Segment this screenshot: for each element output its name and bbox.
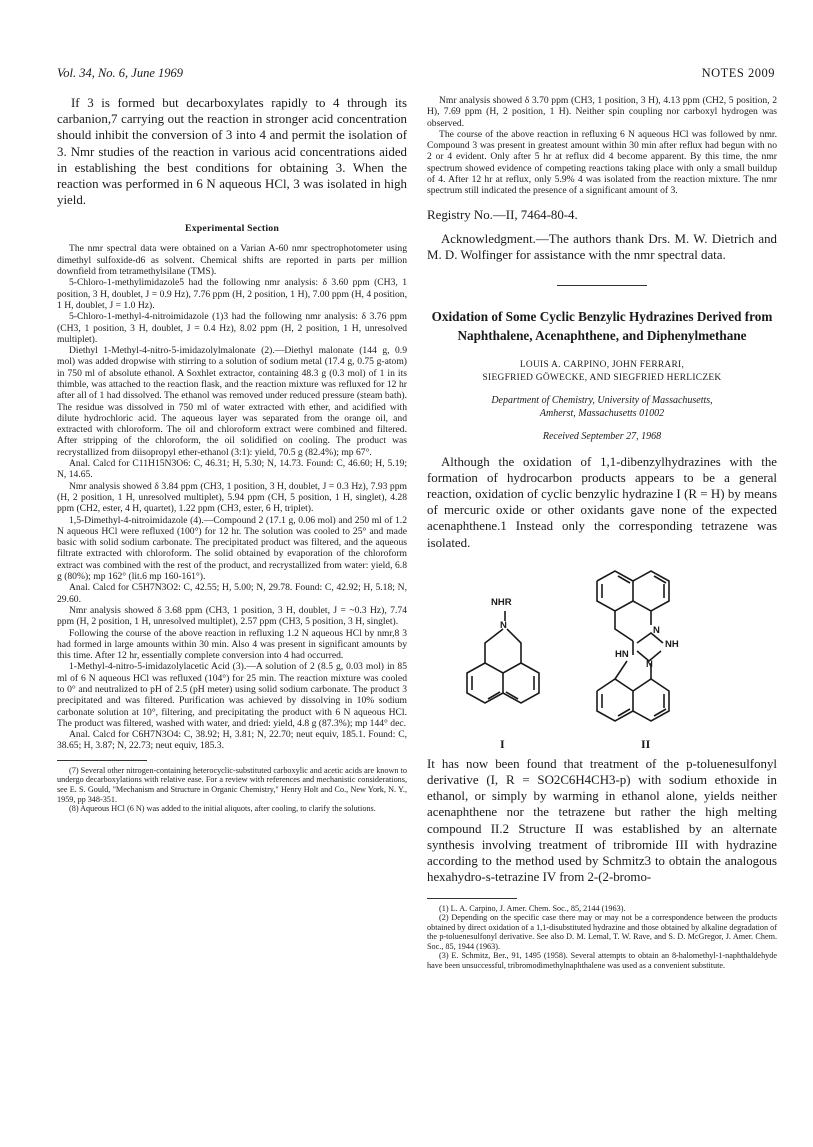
article-intro (427, 454, 777, 551)
intro-paragraph: If 3 is formed but decarboxylates rapidly to 4 through its carbanion,7 carrying out the reaction in stronger acid concentration should inhibit the conversion of 3 into 4 and permit the isolation of 3. Nmr studies of the reaction in various acid concentrations aided in establishing the best conditions for obtaining 3. When the reaction was performed in 6 N aqueous HCl, 3 was isolated in high yield. (57, 96, 407, 208)
exp-paragraph: Following the course of the above reaction in refluxing 1.2 N aqueous HCl by nmr,8 3 had formed in large amounts within 30 min. Also 4 was present in significant amounts by this time. After 12 hr, essentially complete conversion into 4 had occurred. (57, 627, 407, 662)
registry-number: Registry No.—II, 7464-80-4. (427, 207, 578, 222)
footnote-rule (427, 898, 517, 899)
experimental-body (57, 243, 407, 751)
left-column (57, 95, 407, 814)
footnote: (2) Depending on the specific case there may or may not be a correspondence between the products obtained by direct oxidation of a 1,1-disubstituted hydrazine and those obtained by alkaline degradation of the p-toluenesulfonyl derivative. See also D. M. Lemal, T. W. Rave, and S. D. McGregor, J. Amer. Chem. Soc., 85, 1944 (1963). (427, 913, 777, 951)
chemical-structures (427, 551, 777, 756)
exp-paragraph: Anal. Calcd for C11H15N3O6: C, 46.31; H, 5.30; N, 14.73. Found: C, 46.60; H, 5.19; N, 14.65. (57, 458, 407, 481)
compound-label-i: I (500, 736, 505, 751)
registry-block (427, 207, 777, 264)
exp-paragraph: 1-Methyl-4-nitro-5-imidazolylacetic Acid (3).—A solution of 2 (8.5 g, 0.03 mol) in 85 ml of 6 N aqueous HCl was refluxed (104°) for 25 min. The reaction mixture was cooled to 0° and neutralized to pH of 2.5 (pH meter) using solid sodium carbonate. The product 3 precipitated and was filtered. Purification was achieved by dissolving in 10% sodium carbonate solution at 10°, filtering, and precipitating the product with 6 N aqueous HCl. The product was filtered, washed with water, and dried: yield, 4.8 g (87.3%); mp 144° dec. (57, 661, 407, 729)
exp-paragraph: Nmr analysis showed δ 3.70 ppm (CH3, 1 position, 3 H), 4.13 ppm (CH2, 5 position, 2 H), 7.69 ppm (H, 2 position, 1 H). Neither spin coupling nor carboxyl hydrogen was observed. (427, 95, 777, 129)
footnote: (8) Aqueous HCl (6 N) was added to the initial aliquots, after cooling, to clarify the solutions. (69, 804, 376, 814)
running-header-volume: Vol. 34, No. 6, June 1969 (57, 66, 184, 80)
exp-paragraph: Diethyl 1-Methyl-4-nitro-5-imidazolylmalonate (2).—Diethyl malonate (144 g, 0.9 mol) was added dropwise with stirring to a solution of sodium metal (17.4 g, 0.75 g-atom) in 750 ml of absolute ethanol. A Soxhlet extractor, containing 48.3 g (0.3 mol) of 1 in its thimble, was attached to the reaction flask, and the reaction mixture was refluxed for 12 hr after all of 1 had dissolved. The ethanol was removed under reduced pressure (steam bath). The residue was dissolved in 750 ml of water extracted with ether, and acidified with dilute hydrochloric acid. The aqueous layer was separated from the orange oil, and extracted with chloroform. The oil and chloroform extract were combined and filtered. After stripping of the chloroform, the oil solidified on cooling. The product was recrystallized from diisopropyl ether-ethanol (3:1): yield, 70.5 g (82.4%); mp 67°. (57, 345, 407, 458)
continued-experimental (427, 95, 777, 197)
right-column (427, 95, 777, 971)
acknowledgment: Acknowledgment.—The authors thank Drs. M. W. Dietrich and M. D. Wolfinger for assistance with the nmr spectral data. (427, 231, 777, 263)
body-paragraph: Although the oxidation of 1,1-dibenzylhydrazines with the formation of hydrocarbon products appears to be a general reaction, oxidation of cyclic benzylic hydrazine I (R = H) by means of mercuric oxide or other oxidants gave none of the expected acenaphthene.1 Instead only the corresponding tetrazene was isolated. (427, 454, 777, 550)
exp-paragraph: Anal. Calcd for C5H7N3O2: C, 42.55; H, 5.00; N, 29.78. Found: C, 42.92; H, 5.18; N, 29.60. (57, 582, 407, 605)
received-date: Received September 27, 1968 (542, 430, 662, 442)
article-separator-rule (557, 285, 647, 286)
exp-paragraph: The nmr spectral data were obtained on a Varian A-60 nmr spectrophotometer using dimethyl sulfoxide-d6 as solvent. Chemical shifts are reported in parts per million downfield from tetramethylsilane (TMS). (57, 243, 407, 278)
structure-label-n: N (500, 619, 507, 631)
structure-label-nhr: NHR (491, 596, 512, 608)
footnote: (7) Several other nitrogen-containing heterocyclic-substituted carboxylic and acetic acids are known to undergo decarboxylations with relative ease. For a review with references and mechanistic considerations, see E. S. Gould, "Mechanism and Structure in Organic Chemistry," Henry Holt and Co., New York, N. Y., 1959, pp 348-351. (57, 765, 407, 804)
compound-label-ii: II (641, 736, 651, 751)
exp-paragraph: Anal. Calcd for C6H7N3O4: C, 38.92; H, 3.81; N, 22.70; neut equiv, 185.1. Found: C, 38.65; H, 3.87; N, 22.73; neut equiv, 185.3. (57, 729, 407, 752)
structure-label-nh: NH (665, 638, 679, 650)
affiliation (427, 395, 777, 420)
affiliation-line: Amherst, Massachusetts 01002 (539, 408, 665, 420)
footnote: (1) L. A. Carpino, J. Amer. Chem. Soc., 85, 2144 (1963). (439, 903, 626, 913)
author-line: LOUIS A. CARPINO, JOHN FERRARI, (519, 360, 685, 371)
running-header-page: NOTES 2009 (701, 66, 775, 80)
exp-paragraph: 5-Chloro-1-methyl-4-nitroimidazole (1)3 had the following nmr analysis: δ 3.76 ppm (CH3, 1 position, 3 H, doublet, J = 0.4 Hz), 8.02 ppm (H, 2 position, 1 H, unresolved multiplet). (57, 311, 407, 345)
footnote: (3) E. Schmitz, Ber., 91, 1495 (1958). Several attempts to obtain an 8-halomethyl-1-naphthaldehyde have been unsuccessful, tribromodimethylnaphthalene was used as a convenient substitute. (427, 951, 777, 971)
article-title: Oxidation of Some Cyclic Benzylic Hydrazines Derived from Naphthalene, Acenaphthene, and Diphenylmethane (431, 309, 773, 343)
intro-block (57, 95, 407, 208)
author-list (427, 359, 777, 385)
exp-paragraph: Nmr analysis showed δ 3.68 ppm (CH3, 1 position, 3 H, doublet, J = ~0.3 Hz), 7.74 ppm (H, 2 position, 1 H, unresolved multiplet), 2.57 ppm (CH3, 5 position, 3 H, singlet). (57, 604, 407, 628)
exp-paragraph: 1,5-Dimethyl-4-nitroimidazole (4).—Compound 2 (17.1 g, 0.06 mol) and 250 ml of 1.2 N aqueous HCl were refluxed (100°) for 12 hr. The solution was cooled to 25° and made basic with solid sodium carbonate. The precipitated product was filtered, and the aqueous filtrate extracted with chloroform. The solid obtained by evaporation of the chloroform extract was combined with the rest of the product, and recrystallized from water: yield, 6.8 g (80%); mp 162° (lit.6 mp 160-161°). (57, 514, 407, 583)
structure-drawing (427, 551, 777, 756)
structure-label-n3: N (646, 658, 653, 670)
experimental-section-title: Experimental Section (184, 223, 280, 235)
author-line: SIEGFRIED GÖWECKE, AND SIEGFRIED HERLICZEK (482, 373, 722, 384)
body-paragraph: It has now been found that treatment of the p-toluenesulfonyl derivative (I, R = SO2C6H4CH3-p) with sodium ethoxide in ethanol, or simply by warming in ethanol alone, yields neither acenaphthene nor the tetrazene but rather the high melting compound II.2 Structure II was established by an alternate synthesis involving treatment of tribromide III with hydrazine according to the method used by Schmitz3 to obtain the analogous hexahydro-s-tetrazine IV from 2-(2-bromo- (427, 756, 777, 885)
structure-label-n2: N (653, 624, 660, 636)
article-body-continued (427, 756, 777, 886)
exp-paragraph: Nmr analysis showed δ 3.84 ppm (CH3, 1 position, 3 H, doublet, J = 0.3 Hz), 7.93 ppm (H, 2 position, 1 H, unresolved multiplet), 5.94 ppm (CH, 5 position, 1 H, singlet), 4.28 ppm (CH2, ester, 4 H, quartet), 1.22 ppm (CH3, ester, 6 H, triplet). (57, 480, 407, 515)
affiliation-line: Department of Chemistry, University of Massachusetts, (491, 395, 713, 407)
exp-paragraph: 5-Chloro-1-methylimidazole5 had the following nmr analysis: δ 3.60 ppm (CH3, 1 position, 3 H, doublet, J = 0.9 Hz), 7.76 ppm (H, 2 position, 1 H), 7.00 ppm (H, 4 position, 1 H, doublet, J = 1.0 Hz). (57, 277, 407, 311)
exp-paragraph: The course of the above reaction in refluxing 6 N aqueous HCl was followed by nmr. Compound 3 was present in greatest amount within 30 min after reflux had begun with no 2 or 4 evident. Only after 5 hr at reflux did 4 become apparent. By this time, the nmr spectrum showed evidence of competing reactions taking place with only a small buildup of 4. After 12 hr at reflux, only 5.9% 4 was isolated from the reaction mixture. The nmr spectrum still indicated the presence of a significant amount of 3. (427, 128, 777, 197)
structure-label-hn: HN (615, 648, 629, 660)
footnote-rule (57, 760, 147, 761)
